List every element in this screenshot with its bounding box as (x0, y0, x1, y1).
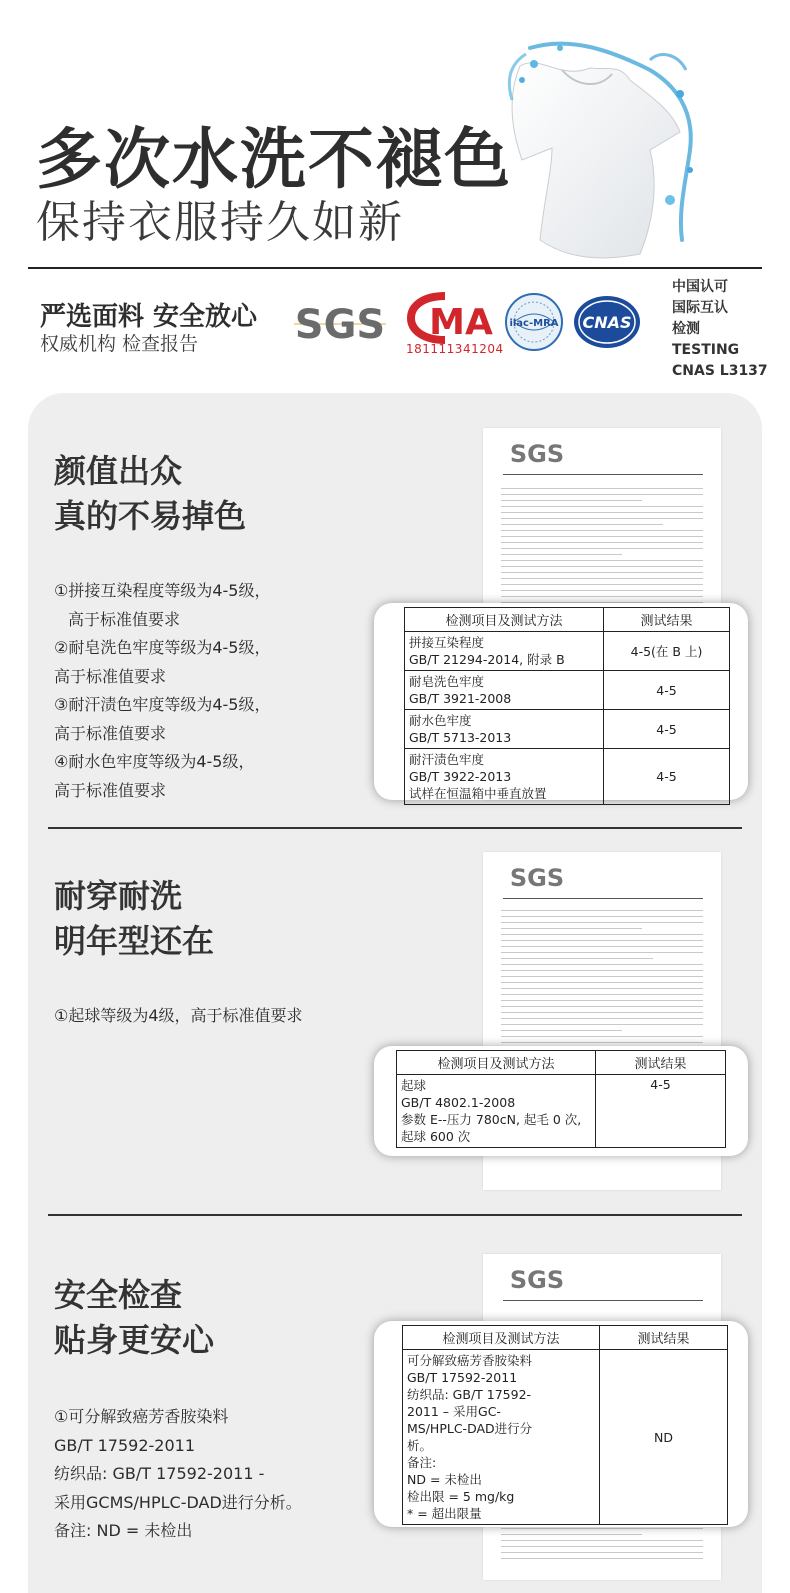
point-line: 高于标准值要求 (54, 666, 167, 686)
table-row: 起球 GB/T 4802.1-2008 参数 E--压力 780cN, 起毛 0 次, 起球 600 次 4-5 (397, 1075, 726, 1148)
section2-points (54, 1002, 303, 1031)
hero-title: 多次水洗不褪色 (36, 121, 512, 198)
report-text-lines (501, 488, 703, 608)
section3-headline (54, 1273, 214, 1363)
section-divider (48, 1214, 742, 1216)
cnas-line: 检测 (672, 321, 700, 337)
headline-line: 贴身更安心 (54, 1321, 215, 1359)
section3-points (54, 1403, 302, 1546)
sgs-logo-text: SGS (294, 302, 386, 348)
tshirt-water-splash-image (500, 40, 700, 270)
table-header-item: 检测项目及测试方法 (397, 1051, 596, 1075)
headline-line: 真的不易掉色 (54, 497, 247, 535)
cnas-logo-text: CNAS (582, 313, 632, 332)
report-header-line (503, 474, 703, 477)
cnas-logo (572, 294, 642, 350)
headline-line: 颜值出众 (54, 452, 183, 490)
section1-headline (54, 449, 246, 539)
section2-table-callout (374, 1046, 748, 1156)
report-text-lines (501, 910, 703, 1066)
ilac-mra-logo (504, 292, 564, 352)
report-header-line (503, 1300, 703, 1303)
report-sgs-logo (507, 860, 567, 892)
point-line: 备注: ND = 未检出 (54, 1521, 193, 1540)
cnas-line: 中国认可 (672, 279, 728, 295)
section3-test-table (402, 1325, 728, 1525)
table-row: 耐皂洗色牢度 GB/T 3921-2008 4-5 (405, 671, 730, 710)
point-line: ③耐汗渍色牢度等级为4-5级， (54, 695, 271, 714)
report-sgs-logo (507, 1262, 567, 1294)
point-line: ①拼接互染程度等级为4-5级， (54, 581, 271, 600)
headline-line: 明年型还在 (54, 922, 215, 960)
point-line: 高于标准值要求 (54, 723, 167, 743)
point-line: 高于标准值要求 (68, 609, 181, 629)
ilac-logo-text: ilac-MRA (509, 318, 559, 329)
svg-text:SGS: SGS (509, 864, 565, 892)
headline-line: 安全检查 (54, 1276, 183, 1314)
point-line: 采用GCMS/HPLC-DAD进行分析。 (54, 1492, 302, 1512)
point-line: ④耐水色牢度等级为4-5级， (54, 752, 255, 771)
headline-line: 耐穿耐洗 (54, 877, 183, 915)
report-header-line (503, 898, 703, 901)
cnas-accreditation-text (672, 277, 768, 382)
cnas-line: CNAS L3137 (672, 363, 768, 379)
section2-headline (54, 874, 214, 964)
cnas-line: TESTING (672, 342, 740, 358)
top-divider (28, 267, 762, 269)
section2-test-table (396, 1050, 726, 1148)
table-row: 拼接互染程度 GB/T 21294-2014, 附录 B 4-5(在 B 上) (405, 632, 730, 671)
cert-title: 严选面料 安全放心 (40, 302, 258, 332)
point-line: GB/T 17592-2011 (54, 1435, 196, 1455)
table-row: 耐水色牢度 GB/T 5713-2013 4-5 (405, 710, 730, 749)
point-line: ①可分解致癌芳香胺染料 (54, 1407, 229, 1426)
point-line: 纺织品: GB/T 17592-2011 - (54, 1464, 265, 1483)
svg-text:SGS: SGS (509, 440, 565, 468)
svg-text:SGS: SGS (509, 1266, 565, 1294)
table-row: 可分解致癌芳香胺染料 GB/T 17592-2011 纺织品: GB/T 17592- 2011 – 采用GC- MS/HPLC-DAD进行分 析。 备注: ND = 未检出 检出限 = 5 mg/kg * = 超出限量 ND (403, 1350, 728, 1525)
point-line: ②耐皂洗色牢度等级为4-5级， (54, 638, 271, 657)
section1-points (54, 577, 270, 805)
point-line: 高于标准值要求 (54, 780, 167, 800)
cma-number: 181111341204 (406, 342, 504, 356)
section1-table-callout (374, 603, 748, 800)
table-header-result: 测试结果 (604, 608, 730, 632)
sgs-logo (290, 296, 390, 348)
cnas-line: 国际互认 (672, 300, 728, 316)
section-divider (48, 827, 742, 829)
table-header-item: 检测项目及测试方法 (403, 1326, 600, 1350)
report-sgs-logo (507, 436, 567, 468)
cma-logo-text: MA (429, 302, 493, 343)
table-header-result: 测试结果 (600, 1326, 728, 1350)
cert-subtitle: 权威机构 检查报告 (40, 333, 199, 355)
section3-table-callout (374, 1321, 748, 1527)
hero-subtitle: 保持衣服持久如新 (36, 197, 404, 248)
table-header-result: 测试结果 (596, 1051, 726, 1075)
table-row: 耐汗渍色牢度 GB/T 3922-2013 试样在恒温箱中垂直放置 4-5 (405, 749, 730, 805)
section1-test-table (404, 607, 730, 805)
point-line: ①起球等级为4级，高于标准值要求 (54, 1006, 303, 1025)
table-header-item: 检测项目及测试方法 (405, 608, 604, 632)
